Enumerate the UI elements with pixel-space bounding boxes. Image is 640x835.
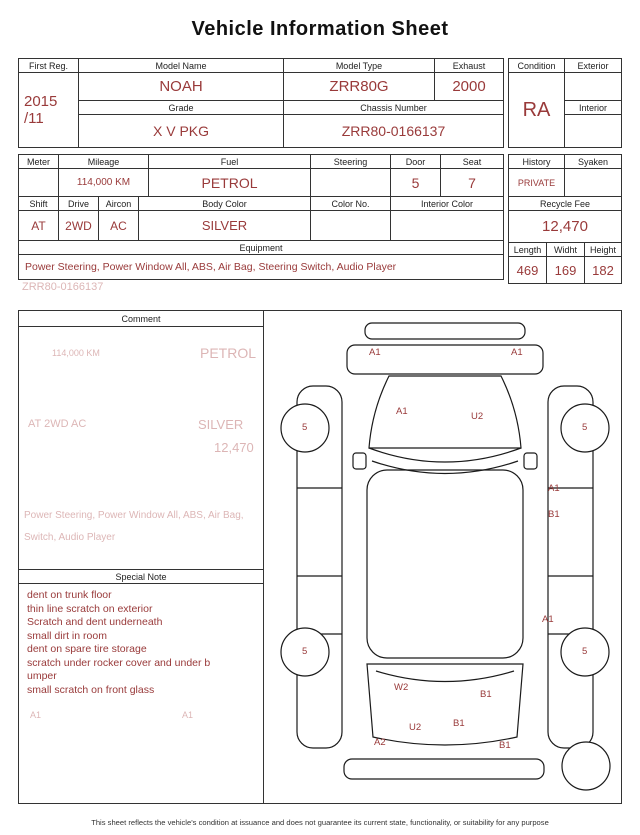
ghost-text: Power Steering, Power Window All, ABS, Air Bag, xyxy=(24,510,244,521)
seat-label: Seat xyxy=(462,156,482,167)
comment-area xyxy=(19,327,263,569)
special-note-line: umper xyxy=(27,670,57,682)
special-note-line: small scratch on front glass xyxy=(27,683,155,696)
fuel-value: PETROL xyxy=(149,169,311,196)
ghost-text: SILVER xyxy=(198,417,244,432)
exterior-value-empty xyxy=(565,73,621,101)
equipment-value: Power Steering, Power Window All, ABS, Air Bag, Steering Switch, Audio Player xyxy=(25,261,397,273)
ghost-text: 12,470 xyxy=(214,440,254,455)
vehicle-spec-table xyxy=(18,154,504,280)
wheel-mark: 5 xyxy=(582,422,588,433)
model-type-label: Model Type xyxy=(284,59,435,72)
mileage-value: 114,000 KM xyxy=(59,169,149,196)
damage-mark: B1 xyxy=(453,718,465,729)
door-value: 5 xyxy=(391,169,441,196)
drive-value: 2WD xyxy=(59,211,99,240)
special-note-label: Special Note xyxy=(19,569,263,584)
grade-label: Grade xyxy=(79,101,284,114)
mileage-label: Mileage xyxy=(59,155,149,168)
exhaust-label: Exhaust xyxy=(452,60,486,71)
page-title: Vehicle Information Sheet xyxy=(191,18,449,40)
color-no-label: Color No. xyxy=(311,197,391,210)
damage-mark: B1 xyxy=(499,740,511,751)
ghost-text: 114,000 KM xyxy=(52,348,100,358)
height-value: 182 xyxy=(592,262,614,278)
interior-color-value-empty xyxy=(391,211,503,240)
condition-table xyxy=(508,58,622,148)
special-note-list xyxy=(19,584,263,803)
ghost-text: AT 2WD AC xyxy=(28,418,87,430)
meter-value-empty xyxy=(19,169,59,196)
damage-mark: A1 xyxy=(369,347,381,358)
history-value: PRIVATE xyxy=(509,169,565,196)
shift-value: AT xyxy=(19,211,59,240)
chassis-number-label: Chassis Number xyxy=(360,102,427,113)
car-damage-diagram xyxy=(268,318,622,800)
steering-label: Steering xyxy=(311,155,391,168)
disclaimer-text: This sheet reflects the vehicle's condition at issuance and does not guarantee its current state, functionality, or suitability for any purpose xyxy=(91,818,549,827)
grade-value: X V PKG xyxy=(79,115,284,147)
condition-label: Condition xyxy=(509,59,564,73)
door-label: Door xyxy=(391,155,441,168)
recycle-fee-label: Recycle Fee xyxy=(539,198,591,209)
damage-mark: A2 xyxy=(374,737,386,748)
damage-mark: A1 xyxy=(548,483,560,494)
exterior-interior-column xyxy=(565,59,621,147)
car-outline-icon xyxy=(268,318,622,800)
special-note-line: thin line scratch on exterior xyxy=(27,602,153,615)
damage-mark: U2 xyxy=(409,722,422,733)
steering-value-empty xyxy=(311,169,391,196)
chassis-number-value: ZRR80-0166137 xyxy=(341,123,446,139)
damage-mark: W2 xyxy=(394,682,409,693)
interior-value-empty xyxy=(565,115,621,147)
special-note-line: scratch under rocker cover and under b xyxy=(27,656,211,669)
first-reg-label: First Reg. xyxy=(19,59,78,73)
model-name-label: Model Name xyxy=(79,59,284,72)
seat-value: 7 xyxy=(468,174,476,191)
wheel-mark: 5 xyxy=(582,646,588,657)
first-reg-value xyxy=(19,73,78,147)
model-type-value: ZRR80G xyxy=(284,73,435,100)
body-color-value: SILVER xyxy=(139,211,311,240)
fuel-label: Fuel xyxy=(149,155,311,168)
special-note-line: dent on trunk floor xyxy=(27,589,112,601)
body-color-label: Body Color xyxy=(139,197,311,210)
length-label: Length xyxy=(509,243,547,256)
drive-label: Drive xyxy=(59,197,99,210)
condition-column xyxy=(509,59,565,147)
damage-mark: A1 xyxy=(542,614,554,625)
damage-mark: A1 xyxy=(396,406,408,417)
history-fee-table xyxy=(508,154,622,284)
comment-label: Comment xyxy=(19,311,263,327)
wheel-mark: 5 xyxy=(302,422,308,433)
special-note-line: small dirt in room xyxy=(27,629,107,642)
history-label: History xyxy=(509,155,565,168)
aircon-value: AC xyxy=(99,211,139,240)
ghost-text: PETROL xyxy=(200,345,257,361)
meter-label: Meter xyxy=(19,155,59,168)
interior-color-label: Interior Color xyxy=(420,198,474,209)
wheel-mark: 5 xyxy=(302,646,308,657)
exterior-label: Exterior xyxy=(565,59,621,73)
interior-label: Interior xyxy=(565,101,621,115)
comment-column xyxy=(19,311,264,803)
ghost-text: ZRR80-0166137 xyxy=(22,281,104,293)
condition-value: RA xyxy=(522,98,551,121)
model-name-value: NOAH xyxy=(79,73,284,100)
equipment-label: Equipment xyxy=(239,242,283,253)
aircon-label: Aircon xyxy=(99,197,139,210)
damage-mark: U2 xyxy=(471,411,484,422)
color-no-value-empty xyxy=(311,211,391,240)
syaken-label: Syaken xyxy=(577,156,609,167)
ghost-text: Switch, Audio Player xyxy=(24,532,116,543)
first-reg-column xyxy=(19,59,79,147)
recycle-fee-value: 12,470 xyxy=(542,218,588,235)
identity-right-columns xyxy=(79,59,503,147)
vehicle-identity-table xyxy=(18,58,504,148)
height-label: Height xyxy=(589,244,616,255)
special-note-line: dent on spare tire storage xyxy=(27,643,147,655)
syaken-value-empty xyxy=(565,169,621,196)
ghost-text: A1 xyxy=(182,710,194,720)
length-value: 469 xyxy=(509,257,547,283)
ghost-text: A1 xyxy=(30,710,42,720)
special-note-line: Scratch and dent underneath xyxy=(27,616,163,628)
damage-mark: B1 xyxy=(548,509,560,520)
exhaust-value: 2000 xyxy=(452,78,486,95)
first-reg-year: 2015 xyxy=(24,93,58,110)
damage-mark: B1 xyxy=(480,689,492,700)
first-reg-month: /11 xyxy=(24,110,44,127)
damage-mark: A1 xyxy=(511,347,523,358)
width-label: Widht xyxy=(547,243,585,256)
shift-label: Shift xyxy=(19,197,59,210)
width-value: 169 xyxy=(547,257,585,283)
